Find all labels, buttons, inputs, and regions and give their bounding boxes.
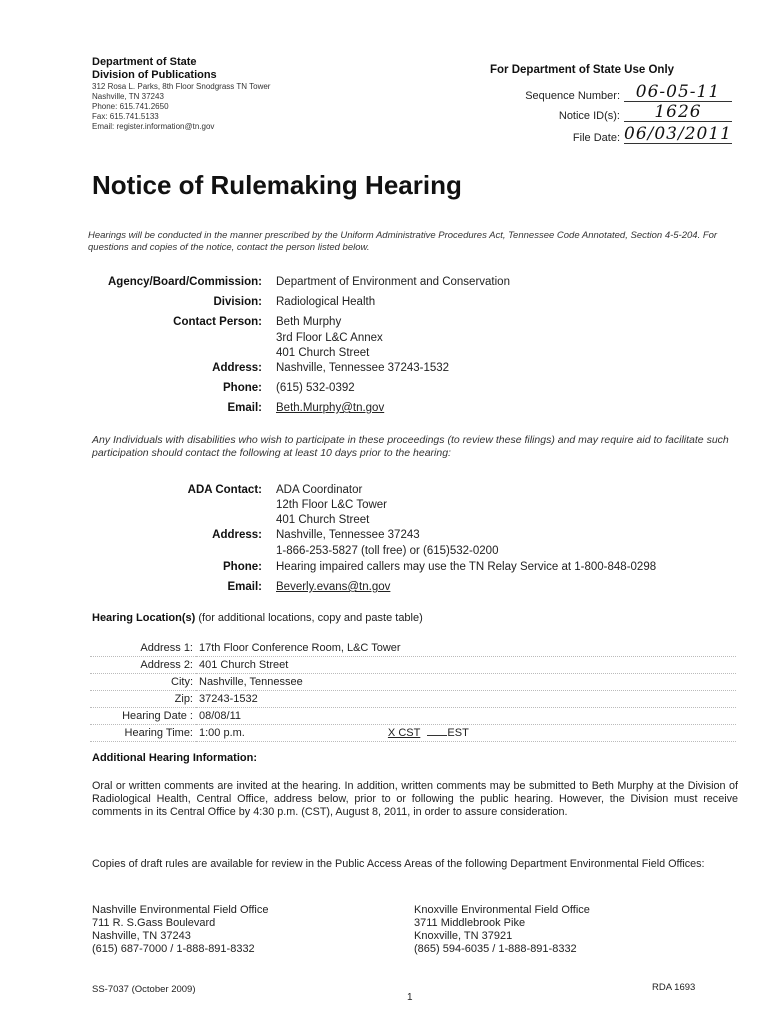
hearing-location-table [90,640,736,742]
hearing-location-title: Hearing Location(s) [92,612,196,624]
sequence-label: Sequence Number: [525,90,620,102]
agency-label: Agency/Board/Commission: [108,276,262,288]
file-date-value: 06/03/2011 [624,124,732,144]
phone-value: (615) 532-0392 [276,382,355,394]
hearing-location-note: (for additional locations, copy and paste table) [198,612,423,624]
disability-note: Any Individuals with disabilities who wish to participate in these proceedings (to review these filings) and may require aid to facilitate such participation should contact the following at least 10 days prior to the hearing: [92,434,729,459]
ada-addr1: 12th Floor L&C Tower [276,499,388,511]
office-name: Knoxville Environmental Field Office [414,904,590,916]
division-name: Division of Publications [92,69,217,81]
address-label: Address: [212,362,262,374]
row-key: Zip: [90,691,196,708]
row-value: 37243-1532 [196,691,736,708]
hearing-time-cell [196,725,736,742]
row-key: Hearing Time: [90,725,196,742]
office-address: 711 R. S.Gass Boulevard [92,917,216,929]
address-value: Nashville, Tennessee 37243-1532 [276,362,450,374]
dos-email: Email: register.information@tn.gov [92,122,215,131]
est-option [427,727,468,739]
dos-phone: Phone: 615.741.2650 [92,102,169,111]
rda-number: RDA 1693 [652,982,696,993]
contact-addr2: 401 Church Street [276,347,370,359]
table-row [90,708,736,725]
table-row [90,691,736,708]
office-use-heading: For Department of State Use Only [490,64,675,76]
row-key: Hearing Date : [90,708,196,725]
row-value: 08/08/11 [196,708,736,725]
office-phone: (865) 594-6035 / 1-888-891-8332 [414,943,577,955]
est-label: EST [447,727,469,739]
ada-address-label: Address: [212,529,262,541]
intro-text: Hearings will be conducted in the manner prescribed by the Uniform Administrative Procedures Act, Tennessee Code Annotated, Section 4-5-204. For questions and copies of the notice, contact the person listed below. [88,230,718,253]
table-row [90,725,736,742]
row-value: 401 Church Street [196,657,736,674]
office-city: Nashville, TN 37243 [92,930,191,942]
ada-address-value: Nashville, Tennessee 37243 [276,529,420,541]
sequence-number-row [525,84,732,102]
page-title: Notice of Rulemaking Hearing [92,170,462,200]
form-number: SS-7037 (October 2009) [92,984,196,995]
notice-label: Notice ID(s): [558,110,620,122]
comments-paragraph: Oral or written comments are invited at the hearing. In addition, written comments may be submitted to Beth Murphy at the Division of Radiological Health, Central Office, address below, prior to or following the public hearing. However, the Division must receive comments in its Central Office by 4:30 p.m. (CST), August 8, 2011, in order to assure consideration. [92,780,738,818]
hearing-time-value: 1:00 p.m. [199,727,245,739]
dept-name: Department of State [92,56,197,68]
row-key: City: [90,674,196,691]
ada-addr2: 401 Church Street [276,514,370,526]
dos-header-block [92,56,270,132]
division-label: Division: [213,296,262,308]
table-row [90,640,736,657]
hearing-location-heading [92,612,423,624]
contact-label: Contact Person: [173,316,262,328]
phone-label: Phone: [223,382,262,394]
ada-contact-value: ADA Coordinator [276,484,363,496]
row-key: Address 2: [90,657,196,674]
row-key: Address 1: [90,640,196,657]
table-row [90,674,736,691]
nashville-office [92,904,268,956]
ada-email-link[interactable]: Beverly.evans@tn.gov [276,581,391,593]
division-value: Radiological Health [276,296,376,308]
office-name: Nashville Environmental Field Office [92,904,269,916]
office-address: 3711 Middlebrook Pike [414,917,526,929]
office-city: Knoxville, TN 37921 [414,930,513,942]
draft-rules-paragraph: Copies of draft rules are available for review in the Public Access Areas of the following Department Environmental Field Offices: [92,858,705,870]
dos-address: 312 Rosa L. Parks, 8th Floor Snodgrass TN Tower [92,82,271,91]
email-link[interactable]: Beth.Murphy@tn.gov [276,402,385,414]
file-date-row [573,126,732,144]
email-label: Email: [227,402,262,414]
ada-phone-label: Phone: [223,561,262,573]
office-phone: (615) 687-7000 / 1-888-891-8332 [92,943,255,955]
notice-value: 1626 [624,104,732,122]
additional-title: Additional Hearing Information: [92,752,257,764]
ada-email-label: Email: [227,581,262,593]
ada-phone-value: Hearing impaired callers may use the TN Relay Service at 1-800-848-0298 [276,561,657,573]
ada-contact-label: ADA Contact: [187,484,262,496]
sequence-value: 06-05-11 [624,84,732,102]
contact-addr1: 3rd Floor L&C Annex [276,332,383,344]
agency-value: Department of Environment and Conservation [276,276,510,288]
contact-value: Beth Murphy [276,316,342,328]
row-value: 17th Floor Conference Room, L&C Tower [196,640,736,657]
additional-heading [92,752,257,764]
ada-phone-line1: 1-866-253-5827 (toll free) or (615)532-0200 [276,545,499,557]
notice-id-row [559,104,732,122]
dos-fax: Fax: 615.741.5133 [92,112,159,121]
row-value: Nashville, Tennessee [196,674,736,691]
office-use-title [490,60,730,78]
table-row [90,657,736,674]
file-date-label: File Date: [572,132,620,144]
dos-city: Nashville, TN 37243 [92,92,164,101]
page-number: 1 [407,992,413,1003]
cst-option: X CST [387,727,421,739]
knoxville-office [414,904,590,956]
